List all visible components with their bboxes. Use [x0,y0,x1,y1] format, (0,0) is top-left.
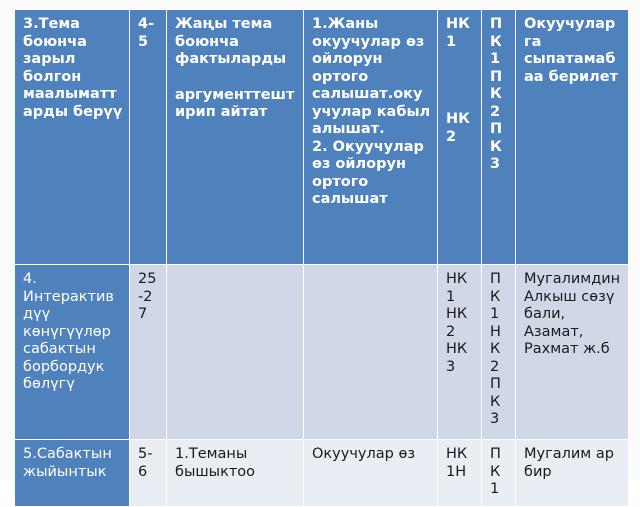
header-cell-nk [438,10,482,265]
row1-cell-nk [438,265,482,440]
row2-cell-nk [438,440,482,507]
row1-cell-task [167,265,304,440]
header-cell-assessment [516,10,629,265]
header-stage-text: 3.Тема боюнча зарыл болгон маалыматтарды берүү [23,16,123,120]
row1-cell-assessment [516,265,629,440]
header-cell-stage [15,10,130,265]
row2-assessment-text: Мугалим ар бир [524,446,614,480]
header-nk-bottom: НК2 [446,111,470,145]
row1-cell-time [130,265,167,440]
header-assessment-text: Окуучуларга сыпатамабаа берилет [524,16,618,85]
row1-time-text: 25-27 [138,271,157,322]
header-cell-time [130,10,167,265]
table-row [15,265,629,440]
row1-cell-pk [482,265,516,440]
row2-cell-assessment [516,440,629,507]
row1-cell-stage [15,265,130,440]
header-nk-top: НК1 [446,16,470,50]
table-row [15,440,629,507]
header-cell-pk [482,10,516,265]
row1-nk-text: НК 1 НК 2 НК 3 [446,271,468,375]
row2-cell-pk [482,440,516,507]
row2-pk-text: П К1 [490,446,501,497]
row2-cell-task [167,440,304,507]
header-cell-activity [304,10,438,265]
row2-nk-text: НК 1Н [446,446,468,480]
header-pk-text: П К 1 П К 2 П К 3 [490,16,503,172]
row1-cell-activity [304,265,438,440]
row2-cell-time [130,440,167,507]
row2-task-text: 1.Теманы бышыктоо [175,446,256,480]
row1-assessment-text: Мугалимдин Алкыш сөзү бали, Азамат, Рахмат ж.б [524,271,621,357]
header-task-line1: Жаңы тема боюнча фактыларды [175,16,287,67]
row2-time-text: 5-6 [138,446,153,480]
lesson-plan-table [14,9,629,507]
row2-cell-activity [304,440,438,507]
row2-cell-stage [15,440,130,507]
row1-pk-text: П К1 Н К2 П К3 [490,271,501,427]
header-activity-text: 1.Жаны окуучулар өз ойлорун ортого салышат.окуучулар кабыл алышат. 2. Окуучулар өз ойлорун ортого салышат [312,16,431,207]
table-header-row [15,10,629,265]
header-task-line2: аргументтештирип айтат [175,86,295,120]
row2-stage-text: 5.Сабактын жыйынтык [23,446,112,480]
row1-stage-text: 4. Интерактивдүү көнүгүүлөр сабактын борбордук бөлүгү [23,271,114,392]
header-cell-task [167,10,304,265]
header-time-text: 4-5 [138,16,155,50]
row2-activity-text: Окуучулар өз [312,446,416,462]
